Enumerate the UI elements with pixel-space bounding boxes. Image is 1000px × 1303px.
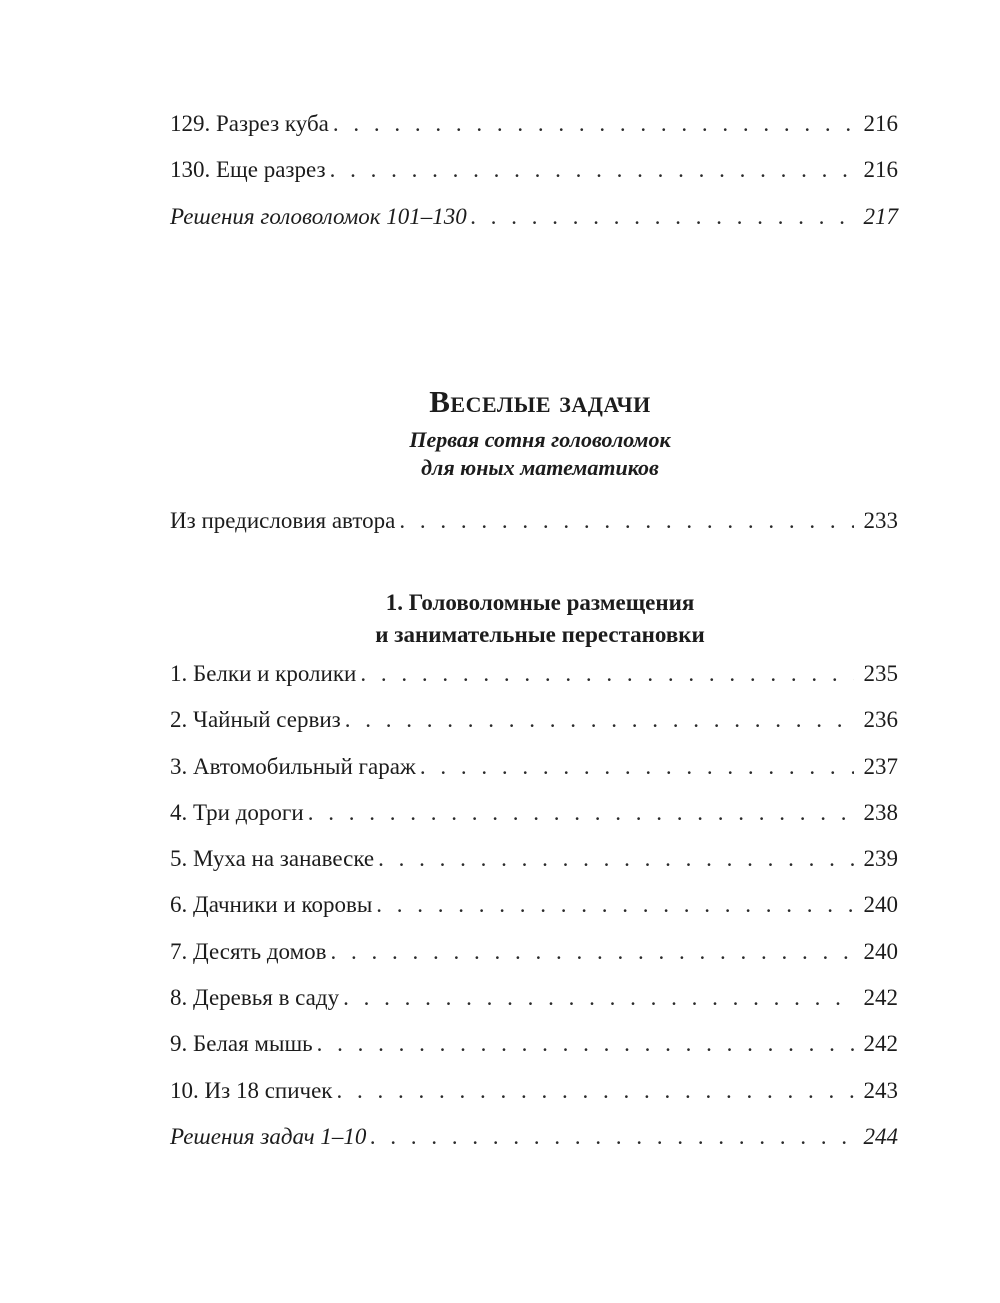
toc-entry — [170, 975, 898, 1021]
toc-entry-page: 243 — [863, 1077, 898, 1103]
toc-entry-title: 6. Дачники и коровы — [170, 892, 373, 918]
toc-entry — [170, 1021, 898, 1067]
toc-entry-title: 1. Белки и кролики — [170, 661, 357, 686]
toc-entry-page: 237 — [863, 753, 898, 779]
dot-leader — [317, 1021, 854, 1067]
toc-entry — [170, 1068, 898, 1114]
toc-entry-page: 244 — [863, 1123, 898, 1149]
toc-entry — [170, 790, 898, 836]
toc-entry-solutions — [170, 1114, 898, 1160]
toc-entry-title: 4. Три дороги — [170, 799, 304, 825]
dot-leader — [333, 101, 854, 147]
toc-entry — [170, 744, 898, 790]
chapter-title-line: и занимательные перестановки — [375, 622, 705, 647]
book-subtitle-line: Первая сотня головоломок — [409, 427, 671, 452]
toc-entry-solutions — [170, 194, 898, 240]
dot-leader — [399, 498, 853, 544]
dot-leader — [360, 651, 853, 697]
toc-entry-page: 240 — [863, 892, 898, 918]
toc-entry-page: 242 — [863, 985, 898, 1011]
toc-entry-page: 233 — [863, 508, 898, 533]
toc-entry-title: 2. Чайный сервиз — [170, 707, 341, 733]
book-title: Веселые задачи — [429, 384, 651, 419]
toc-entry — [170, 147, 898, 193]
toc-entry-title: Из предисловия автора — [170, 508, 396, 533]
toc-block-preface — [170, 498, 898, 544]
toc-entry-page: 217 — [863, 203, 898, 229]
toc-entry-title: 7. Десять домов — [170, 938, 327, 964]
book-subtitle-line: для юных математиков — [421, 455, 659, 480]
dot-leader — [308, 790, 854, 836]
dot-leader — [336, 1068, 853, 1114]
toc-entry-page: 216 — [863, 111, 898, 136]
toc-entry — [170, 882, 898, 928]
dot-leader — [343, 975, 853, 1021]
toc-entry-preface — [170, 498, 898, 544]
dot-leader — [370, 1114, 853, 1160]
book-subtitle — [0, 426, 1000, 482]
toc-entry-page: 216 — [863, 157, 898, 183]
toc-entry — [170, 697, 898, 743]
toc-block-previous — [170, 101, 898, 240]
dot-leader — [345, 697, 854, 743]
dot-leader — [376, 882, 853, 928]
toc-entry-title: 9. Белая мышь — [170, 1031, 313, 1057]
toc-entry-title: 130. Еще разрез — [170, 157, 326, 183]
toc-entry — [170, 929, 898, 975]
toc-entry-page: 235 — [863, 661, 898, 686]
toc-entry-title: 5. Муха на занавеске — [170, 846, 375, 872]
dot-leader — [471, 194, 854, 240]
toc-entry-title: Решения головоломок 101–130 — [170, 203, 467, 229]
toc-entry — [170, 651, 898, 697]
chapter-title — [0, 587, 1000, 651]
dot-leader — [420, 744, 854, 790]
toc-entry-page: 239 — [863, 846, 898, 872]
toc-entry-title: 129. Разрез куба — [170, 111, 329, 136]
toc-entry-title: 3. Автомобильный гараж — [170, 753, 416, 779]
toc-entry-title: 8. Деревья в саду — [170, 985, 340, 1011]
dot-leader — [330, 147, 854, 193]
toc-entry — [170, 836, 898, 882]
toc-entry-page: 240 — [863, 938, 898, 964]
dot-leader — [331, 929, 854, 975]
toc-entry-title: 10. Из 18 спичек — [170, 1077, 333, 1103]
chapter-title-line: 1. Головоломные размещения — [385, 590, 695, 615]
toc-entry-page: 238 — [863, 799, 898, 825]
toc-entry-title: Решения задач 1–10 — [170, 1123, 367, 1149]
toc-entry-page: 236 — [863, 707, 898, 733]
toc-entry — [170, 101, 898, 147]
toc-block-chapter-1 — [170, 651, 898, 1160]
toc-entry-page: 242 — [863, 1031, 898, 1057]
dot-leader — [378, 836, 853, 882]
